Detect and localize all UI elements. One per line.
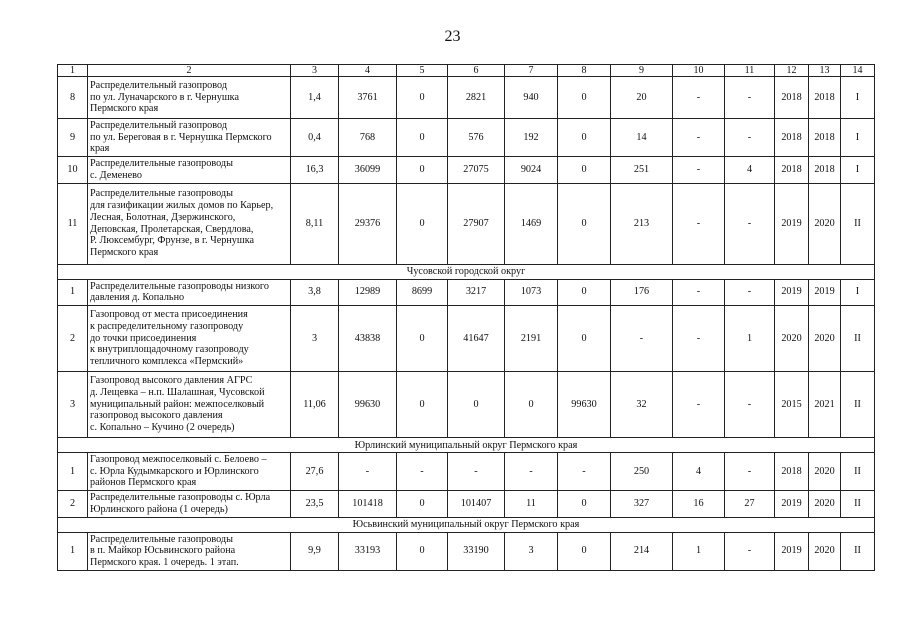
object-name-line: д. Лещевка – н.п. Шалашная, Чусовской <box>90 386 265 398</box>
table-row <box>58 157 875 183</box>
cell-col-13: 2018 <box>809 119 841 157</box>
cell-col-10: - <box>673 372 725 438</box>
row-number: 8 <box>58 77 88 119</box>
table-row <box>58 372 875 438</box>
cell-col-5: 0 <box>397 372 448 438</box>
column-header: 1 <box>58 65 88 77</box>
row-number: 1 <box>58 279 88 305</box>
row-number: 9 <box>58 119 88 157</box>
cell-col-12: 2018 <box>775 453 809 491</box>
cell-col-13: 2021 <box>809 372 841 438</box>
cell-col-14: II <box>841 491 875 517</box>
table-row <box>58 119 875 157</box>
row-number: 11 <box>58 183 88 264</box>
object-name-line: для газификации жилых домов по Карьер, <box>90 200 274 212</box>
object-name-line: Р. Люксембург, Фрунзе, в г. Чернушка <box>90 235 255 247</box>
row-number: 3 <box>58 372 88 438</box>
object-name-line: до точки присоединения <box>90 332 197 344</box>
page-number: 23 <box>444 28 461 45</box>
cell-col-4: 33193 <box>339 532 397 570</box>
cell-col-6: 27907 <box>448 183 505 264</box>
cell-col-11: - <box>725 279 775 305</box>
column-header: 13 <box>809 65 841 77</box>
cell-col-9: 327 <box>611 491 673 517</box>
cell-col-12: 2018 <box>775 157 809 183</box>
cell-col-9: 176 <box>611 279 673 305</box>
object-name-line: Газопровод межпоселковый с. Белоево – <box>90 454 267 466</box>
object-name-line: с. Юрла Кудымкарского и Юрлинского <box>90 465 259 477</box>
object-name-line: Пермского края. 1 очередь. 1 этап. <box>90 557 239 569</box>
cell-col-13: 2019 <box>809 279 841 305</box>
cell-col-3: 9,9 <box>291 532 339 570</box>
cell-col-3: 8,11 <box>291 183 339 264</box>
table-row <box>58 453 875 491</box>
cell-col-13: 2018 <box>809 77 841 119</box>
cell-col-3: 3,8 <box>291 279 339 305</box>
cell-col-9: 214 <box>611 532 673 570</box>
cell-col-14: I <box>841 157 875 183</box>
object-name-line: Распределительные газопроводы <box>90 533 233 545</box>
row-number: 1 <box>58 532 88 570</box>
cell-col-6: 2821 <box>448 77 505 119</box>
cell-col-4: 3761 <box>339 77 397 119</box>
column-header: 9 <box>611 65 673 77</box>
object-name-line: Пермского края <box>90 103 159 115</box>
cell-col-6: 576 <box>448 119 505 157</box>
object-name-line: Юрлинского района (1 очередь) <box>90 503 228 515</box>
object-name <box>88 279 291 305</box>
object-name-line: Распределительные газопроводы <box>90 188 233 200</box>
cell-col-8: 0 <box>558 306 611 372</box>
cell-col-7: 192 <box>505 119 558 157</box>
row-number: 2 <box>58 491 88 517</box>
table-row <box>58 491 875 517</box>
object-name-line: к распределительному газопроводу <box>90 320 244 332</box>
cell-col-3: 3 <box>291 306 339 372</box>
table-row <box>58 279 875 305</box>
cell-col-8: 0 <box>558 77 611 119</box>
cell-col-8: 99630 <box>558 372 611 438</box>
table-body <box>58 65 875 571</box>
section-header-row <box>58 438 875 453</box>
cell-col-5: 0 <box>397 306 448 372</box>
cell-col-11: - <box>725 453 775 491</box>
object-name <box>88 372 291 438</box>
cell-col-8: 0 <box>558 183 611 264</box>
cell-col-8: 0 <box>558 279 611 305</box>
cell-col-13: 2020 <box>809 532 841 570</box>
cell-col-6: - <box>448 453 505 491</box>
cell-col-12: 2018 <box>775 119 809 157</box>
cell-col-7: 9024 <box>505 157 558 183</box>
table-row <box>58 532 875 570</box>
cell-col-14: I <box>841 77 875 119</box>
cell-col-12: 2019 <box>775 532 809 570</box>
cell-col-12: 2019 <box>775 183 809 264</box>
cell-col-14: II <box>841 453 875 491</box>
cell-col-4: 36099 <box>339 157 397 183</box>
cell-col-10: - <box>673 77 725 119</box>
cell-col-4: 768 <box>339 119 397 157</box>
object-name-line: давления д. Копально <box>90 292 185 304</box>
cell-col-10: 16 <box>673 491 725 517</box>
cell-col-7: 1469 <box>505 183 558 264</box>
cell-col-7: 11 <box>505 491 558 517</box>
column-header: 4 <box>339 65 397 77</box>
cell-col-11: - <box>725 372 775 438</box>
cell-col-13: 2020 <box>809 306 841 372</box>
column-header: 5 <box>397 65 448 77</box>
cell-col-6: 0 <box>448 372 505 438</box>
cell-col-5: - <box>397 453 448 491</box>
object-name-line: районов Пермского края <box>90 477 197 489</box>
object-name-line: Распределительные газопроводы <box>90 158 233 170</box>
object-name-line: с. Копально – Кучино (2 очередь) <box>90 422 235 434</box>
cell-col-6: 101407 <box>448 491 505 517</box>
cell-col-4: 12989 <box>339 279 397 305</box>
object-name-line: Распределительный газопровод <box>90 79 228 91</box>
cell-col-7: 3 <box>505 532 558 570</box>
object-name <box>88 491 291 517</box>
column-header: 6 <box>448 65 505 77</box>
cell-col-4: 29376 <box>339 183 397 264</box>
cell-col-11: - <box>725 77 775 119</box>
cell-col-12: 2015 <box>775 372 809 438</box>
column-header: 11 <box>725 65 775 77</box>
cell-col-10: - <box>673 279 725 305</box>
cell-col-13: 2018 <box>809 157 841 183</box>
cell-col-14: II <box>841 306 875 372</box>
cell-col-9: 32 <box>611 372 673 438</box>
cell-col-9: 20 <box>611 77 673 119</box>
cell-col-9: - <box>611 306 673 372</box>
cell-col-9: 14 <box>611 119 673 157</box>
cell-col-10: - <box>673 119 725 157</box>
object-name-line: Пермского края <box>90 247 159 259</box>
section-title: Юрлинский муниципальный округ Пермского края <box>58 438 875 453</box>
cell-col-3: 27,6 <box>291 453 339 491</box>
table-row <box>58 77 875 119</box>
cell-col-10: 4 <box>673 453 725 491</box>
cell-col-4: 101418 <box>339 491 397 517</box>
table-row <box>58 306 875 372</box>
object-name-line: газопровод высокого давления <box>90 410 223 422</box>
object-name-line: к внутриплощадочному газопроводу <box>90 344 249 356</box>
cell-col-12: 2018 <box>775 77 809 119</box>
object-name-line: Деповская, Пролетарская, Свердлова, <box>90 223 254 235</box>
object-name <box>88 453 291 491</box>
cell-col-6: 27075 <box>448 157 505 183</box>
cell-col-3: 0,4 <box>291 119 339 157</box>
row-number: 10 <box>58 157 88 183</box>
cell-col-14: II <box>841 183 875 264</box>
cell-col-9: 250 <box>611 453 673 491</box>
cell-col-5: 0 <box>397 491 448 517</box>
cell-col-11: 27 <box>725 491 775 517</box>
table-row <box>58 183 875 264</box>
cell-col-3: 1,4 <box>291 77 339 119</box>
cell-col-5: 0 <box>397 183 448 264</box>
cell-col-8: 0 <box>558 157 611 183</box>
column-header: 8 <box>558 65 611 77</box>
object-name <box>88 77 291 119</box>
object-name-line: в п. Майкор Юсьвинского района <box>90 545 236 557</box>
cell-col-11: - <box>725 183 775 264</box>
row-number: 2 <box>58 306 88 372</box>
object-name-line: муниципальный район: межпоселковый <box>90 398 265 410</box>
cell-col-4: 43838 <box>339 306 397 372</box>
object-name-line: Распределительные газопроводы с. Юрла <box>90 492 271 504</box>
column-header: 3 <box>291 65 339 77</box>
object-name-line: Газопровод высокого давления АГРС <box>90 375 253 387</box>
cell-col-7: - <box>505 453 558 491</box>
column-header: 2 <box>88 65 291 77</box>
object-name <box>88 183 291 264</box>
column-header: 7 <box>505 65 558 77</box>
cell-col-12: 2019 <box>775 491 809 517</box>
cell-col-12: 2020 <box>775 306 809 372</box>
cell-col-8: - <box>558 453 611 491</box>
cell-col-7: 0 <box>505 372 558 438</box>
object-name-line: края <box>90 143 110 155</box>
cell-col-5: 0 <box>397 77 448 119</box>
cell-col-8: 0 <box>558 119 611 157</box>
cell-col-14: I <box>841 119 875 157</box>
section-header-row <box>58 517 875 532</box>
cell-col-6: 3217 <box>448 279 505 305</box>
cell-col-7: 1073 <box>505 279 558 305</box>
object-name-line: Распределительные газопроводы низкого <box>90 280 269 292</box>
column-header: 12 <box>775 65 809 77</box>
cell-col-10: 1 <box>673 532 725 570</box>
column-header-row <box>58 65 875 77</box>
cell-col-11: - <box>725 532 775 570</box>
cell-col-9: 213 <box>611 183 673 264</box>
object-name <box>88 306 291 372</box>
cell-col-5: 0 <box>397 157 448 183</box>
cell-col-13: 2020 <box>809 453 841 491</box>
object-name-line: по ул. Береговая в г. Чернушка Пермского <box>90 131 272 143</box>
cell-col-11: - <box>725 119 775 157</box>
column-header: 14 <box>841 65 875 77</box>
cell-col-13: 2020 <box>809 183 841 264</box>
object-name-line: с. Деменево <box>90 169 142 181</box>
section-header-row <box>58 264 875 279</box>
object-name-line: Газопровод от места присоединения <box>90 309 248 321</box>
cell-col-3: 23,5 <box>291 491 339 517</box>
row-number: 1 <box>58 453 88 491</box>
cell-col-9: 251 <box>611 157 673 183</box>
cell-col-4: 99630 <box>339 372 397 438</box>
cell-col-5: 0 <box>397 119 448 157</box>
cell-col-14: I <box>841 279 875 305</box>
object-name <box>88 532 291 570</box>
object-name <box>88 157 291 183</box>
section-title: Чусовской городской округ <box>58 264 875 279</box>
cell-col-7: 940 <box>505 77 558 119</box>
cell-col-8: 0 <box>558 491 611 517</box>
column-header: 10 <box>673 65 725 77</box>
object-name-line: Распределительный газопровод <box>90 120 228 131</box>
cell-col-13: 2020 <box>809 491 841 517</box>
object-name-line: тепличного комплекса «Пермский» <box>90 356 244 368</box>
cell-col-12: 2019 <box>775 279 809 305</box>
object-name-line: по ул. Луначарского в г. Чернушка <box>90 91 240 103</box>
cell-col-6: 33190 <box>448 532 505 570</box>
cell-col-5: 0 <box>397 532 448 570</box>
cell-col-8: 0 <box>558 532 611 570</box>
cell-col-10: - <box>673 157 725 183</box>
gas-pipeline-table <box>57 64 875 571</box>
cell-col-10: - <box>673 183 725 264</box>
object-name <box>88 119 291 157</box>
cell-col-5: 8699 <box>397 279 448 305</box>
cell-col-10: - <box>673 306 725 372</box>
cell-col-14: II <box>841 532 875 570</box>
cell-col-14: II <box>841 372 875 438</box>
cell-col-11: 1 <box>725 306 775 372</box>
section-title: Юсьвинский муниципальный округ Пермского края <box>58 517 875 532</box>
cell-col-7: 2191 <box>505 306 558 372</box>
cell-col-3: 16,3 <box>291 157 339 183</box>
cell-col-6: 41647 <box>448 306 505 372</box>
cell-col-4: - <box>339 453 397 491</box>
cell-col-11: 4 <box>725 157 775 183</box>
cell-col-3: 11,06 <box>291 372 339 438</box>
object-name-line: Лесная, Болотная, Дзержинского, <box>90 211 236 223</box>
